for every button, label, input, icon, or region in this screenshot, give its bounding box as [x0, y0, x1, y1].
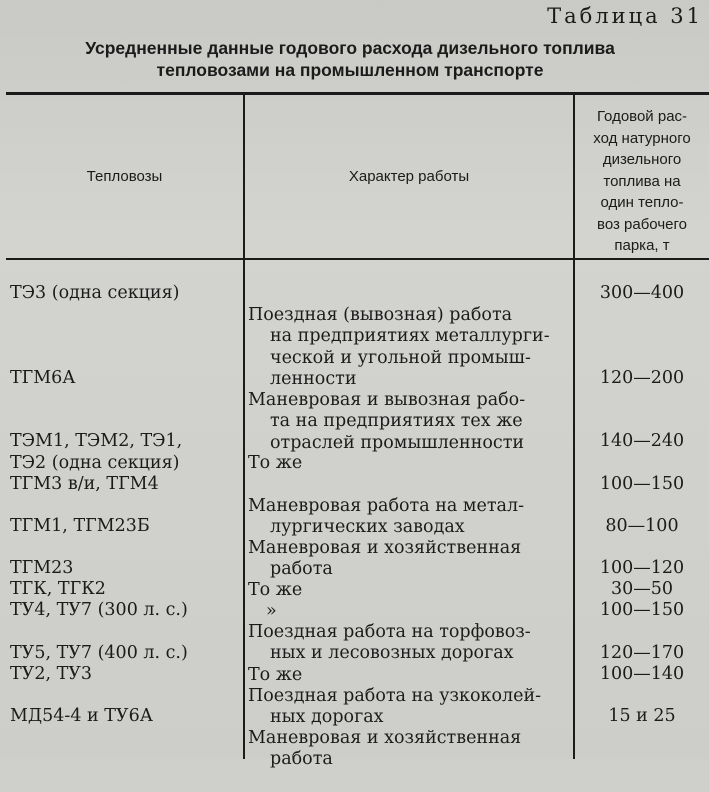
row-9-fuel: 120—170 [599, 643, 685, 663]
table-title-line-1: Усредненные данные годового расхода дизельного топлива [85, 38, 615, 58]
row-1-locomotive: ТЭ3 (одна секция) [10, 283, 180, 303]
row-2-work-rest: та на предприятиях тех же отраслей промышленности [270, 411, 525, 453]
row-8-fuel: 100—150 [599, 600, 685, 620]
row-3-locomotive: ТЭМ1, ТЭМ2, ТЭ1, ТЭ2 (одна секция) [10, 431, 183, 473]
row-1-fuel: 300—400 [599, 283, 685, 303]
header-bottom-rule [6, 258, 709, 260]
row-10-locomotive: ТУ2, ТУ3 [10, 664, 93, 684]
row-7-work-first: » [266, 600, 277, 621]
row-5-fuel: 80—100 [605, 516, 679, 536]
row-3-fuel: 140—240 [599, 431, 685, 451]
row-5-locomotive: ТГМ1, ТГМ23Б [10, 516, 150, 536]
row-4-work-first: Маневровая работа на метал- [248, 495, 525, 516]
row-2-locomotive: ТГМ6А [10, 368, 76, 388]
row-1-work-rest: на предприятиях металлурги- ческой и угольной промыш- ленности [270, 326, 550, 389]
row-7-locomotive: ТГК, ТГК2 [10, 579, 106, 599]
header-work-type: Характер работы [348, 168, 470, 185]
table-top-rule [6, 92, 709, 95]
row-9-work-first: То же [248, 664, 303, 685]
header-locomotives: Тепловозы [86, 168, 163, 185]
row-1-work-first: Поездная (вывозная) работа [248, 304, 513, 325]
row-11-work-first: Маневровая и хозяйственная [248, 727, 522, 748]
row-8-work-rest: ных и лесовозных дорогах [270, 643, 514, 663]
row-11-work-rest: работа [270, 749, 333, 769]
row-6-fuel: 100—120 [599, 558, 685, 578]
row-10-fuel: 100—140 [599, 664, 685, 684]
row-5-work-first: Маневровая и хозяйственная [248, 537, 522, 558]
header-fuel-consumption: Годовой рас- ход натурного дизельного топлива на один тепло- воз рабочего парка, т [593, 108, 691, 254]
row-11-work [248, 706, 568, 792]
row-4-work-rest: лургических заводах [270, 517, 465, 537]
row-3-work [248, 431, 568, 474]
row-2-work-first: Маневровая и вывозная рабо- [248, 389, 526, 410]
row-9-locomotive: ТУ5, ТУ7 (400 л. с.) [10, 643, 188, 663]
row-10-work-first: Поездная работа на узкоколей- [248, 685, 542, 706]
row-8-work-first: Поездная работа на торфовоз- [248, 621, 531, 642]
row-7-fuel: 30—50 [610, 579, 674, 599]
row-2-fuel: 120—200 [599, 368, 685, 388]
row-5-work-rest: работа [270, 559, 333, 579]
row-6-work-first: То же [248, 579, 303, 600]
row-11-locomotive: МД54-4 и ТУ6А [10, 706, 153, 726]
row-3-work-first: То же [248, 452, 303, 473]
row-8-locomotive: ТУ4, ТУ7 (300 л. с.) [10, 600, 188, 620]
column-divider-1 [243, 95, 245, 759]
row-10-work-rest: ных дорогах [270, 707, 384, 727]
row-11-fuel: 15 и 25 [608, 706, 676, 726]
table-number: Таблица 31 [547, 4, 703, 28]
table-title-line-2: тепловозами на промышленном транспорте [156, 60, 544, 80]
row-4-fuel: 100—150 [599, 474, 685, 494]
row-4-locomotive: ТГМ3 в/и, ТГМ4 [10, 474, 159, 494]
row-6-locomotive: ТГМ23 [10, 558, 74, 578]
